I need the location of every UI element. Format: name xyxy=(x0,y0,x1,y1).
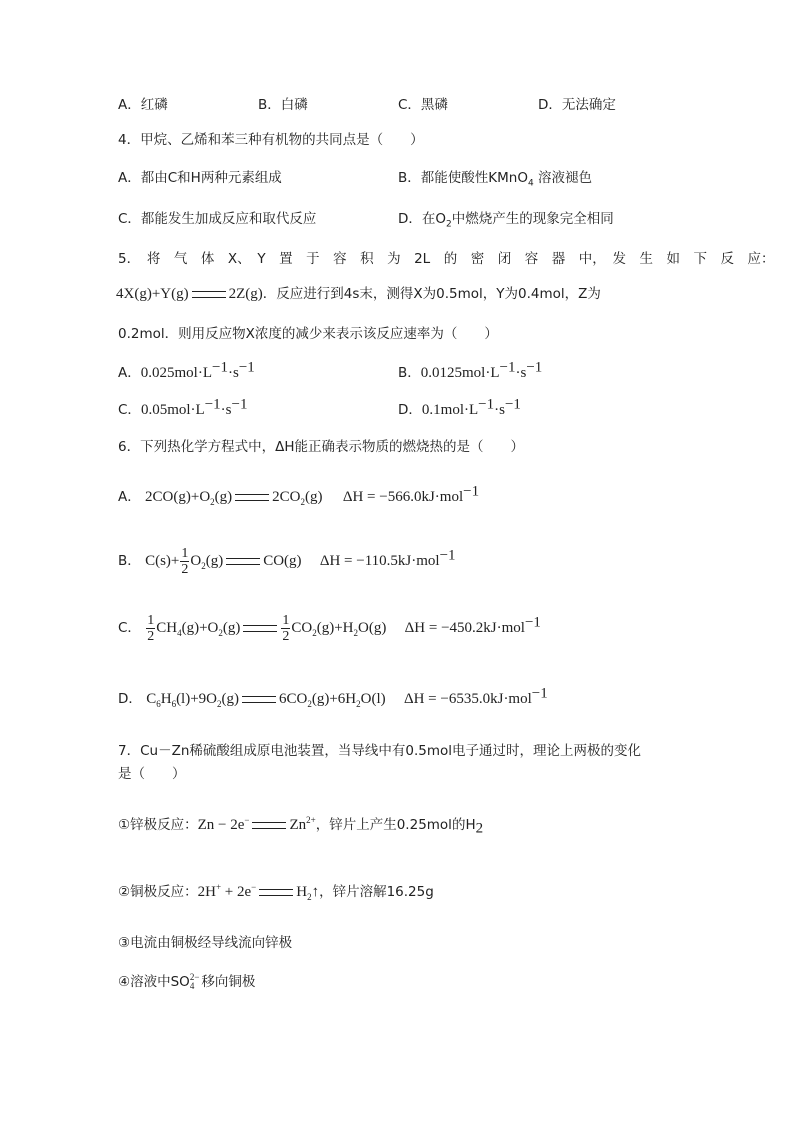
q5-stem-line3: 0.2mol．则用反应物X浓度的减少来表示该反应速率为（ ） xyxy=(118,326,498,342)
q5-option-c: C．$0.05mol\cdot L^{-1}\cdot s^{-1}$ xyxy=(118,396,248,418)
q7-statement-3: ③电流由铜极经导线流向锌极 xyxy=(118,935,293,951)
q4-option-c: C．都能发生加成反应和取代反应 xyxy=(118,211,317,227)
q3-option-c: C．黑磷 xyxy=(398,97,448,113)
q6-c-equation: $\frac{1}{2}$ $CH_4(g)+O_2(g)$ $\frac{1}{2}$ $CO_2(g)+H_2O(g)$ xyxy=(147,613,387,644)
q3-option-b: B．白磷 xyxy=(258,97,308,113)
q6-option-a: A． $2CO(g)+O_2(g)$ $2CO_2(g) \Delta H = -566.0kJ\cdot mol^{-1}$ xyxy=(118,483,480,507)
q4-option-d: D．在$O_2$中燃烧产生的现象完全相同 xyxy=(398,211,614,230)
q5-reaction-equation: 4X(g)+Y(g) 2Z(g) xyxy=(116,286,263,302)
q4-option-b: B．都能使酸性KMnO$_4$ 溶液褪色 xyxy=(398,170,592,189)
q6-option-d: D． $C_6H_6(l)+9O_2(g)$ $6CO_2(g)+6H_2O(l) \Delta H = -6535.0kJ\cdot mol^{-1}$ xyxy=(118,685,548,709)
q7-stem-line1: 7．Cu－Zn稀硫酸组成原电池装置，当导线中有0.5mol电子通过时，理论上两极的变化 xyxy=(118,743,642,759)
q5-option-d: D．$0.1mol\cdot L^{-1}\cdot s^{-1}$ xyxy=(398,396,521,418)
q6-option-c: C． $\frac{1}{2}$ $CH_4(g)+O_2(g)$ $\frac{1}{2}$ $CO_2(g)+H_2O(g) \Delta H = -450.2kJ\cdot mol^{-1}$ xyxy=(118,613,541,644)
q7-statement-4: ④溶液中SO 2− 4 移向铜极 xyxy=(118,972,256,991)
q6-b-equation: C(s)+ $\frac{1}{2}$ $O_2(g)$ CO(g) xyxy=(145,546,302,577)
q5-option-a: A．$0.025mol\cdot L^{-1}\cdot s^{-1}$ xyxy=(118,359,255,381)
q4-option-a: A．都由C和H两种元素组成 xyxy=(118,170,282,186)
q7-statement-2: ②铜极反应：2H+ + 2e− $H_2↑$，锌片溶解16.25g xyxy=(118,882,434,902)
q5-option-b: B．$0.0125mol\cdot L^{-1}\cdot s^{-1}$ xyxy=(398,359,543,381)
q6-a-equation: $2CO(g)+O_2(g)$ $2CO_2(g)$ xyxy=(145,489,323,507)
q5-stem-line2: 4X(g)+Y(g) 2Z(g)．反应进行到4s末，测得X为0.5mol，Y为0.4mol，Z为 xyxy=(116,286,601,302)
q3-option-a: A．红磷 xyxy=(118,97,168,113)
q6-stem: 6．下列热化学方程式中，ΔH能正确表示物质的燃烧热的是（ ） xyxy=(118,439,524,455)
q7-stem-line2: 是（ ） xyxy=(118,766,186,782)
q6-d-equation: $C_6H_6(l)+9O_2(g)$ $6CO_2(g)+6H_2O(l)$ xyxy=(146,691,386,709)
q7-statement-1: ①锌极反应：Zn − 2e− $Zn^{2+}$，锌片上产生0.25mol的$H_2$ xyxy=(118,815,484,837)
q3-option-d: D．无法确定 xyxy=(538,97,616,113)
q6-option-b: B． C(s)+ $\frac{1}{2}$ $O_2(g)$ CO(g) ΔH = −110.5kJ·mol$^{-1}$ xyxy=(118,546,456,577)
q5-stem-line1: 5． 将 气 体 X、 Y 置 于 容 积 为 2L 的 密 闭 容 器 中， 发 生 如 下 反 应： xyxy=(118,251,775,267)
q4-stem: 4．甲烷、乙烯和苯三种有机物的共同点是（ ） xyxy=(118,132,424,148)
